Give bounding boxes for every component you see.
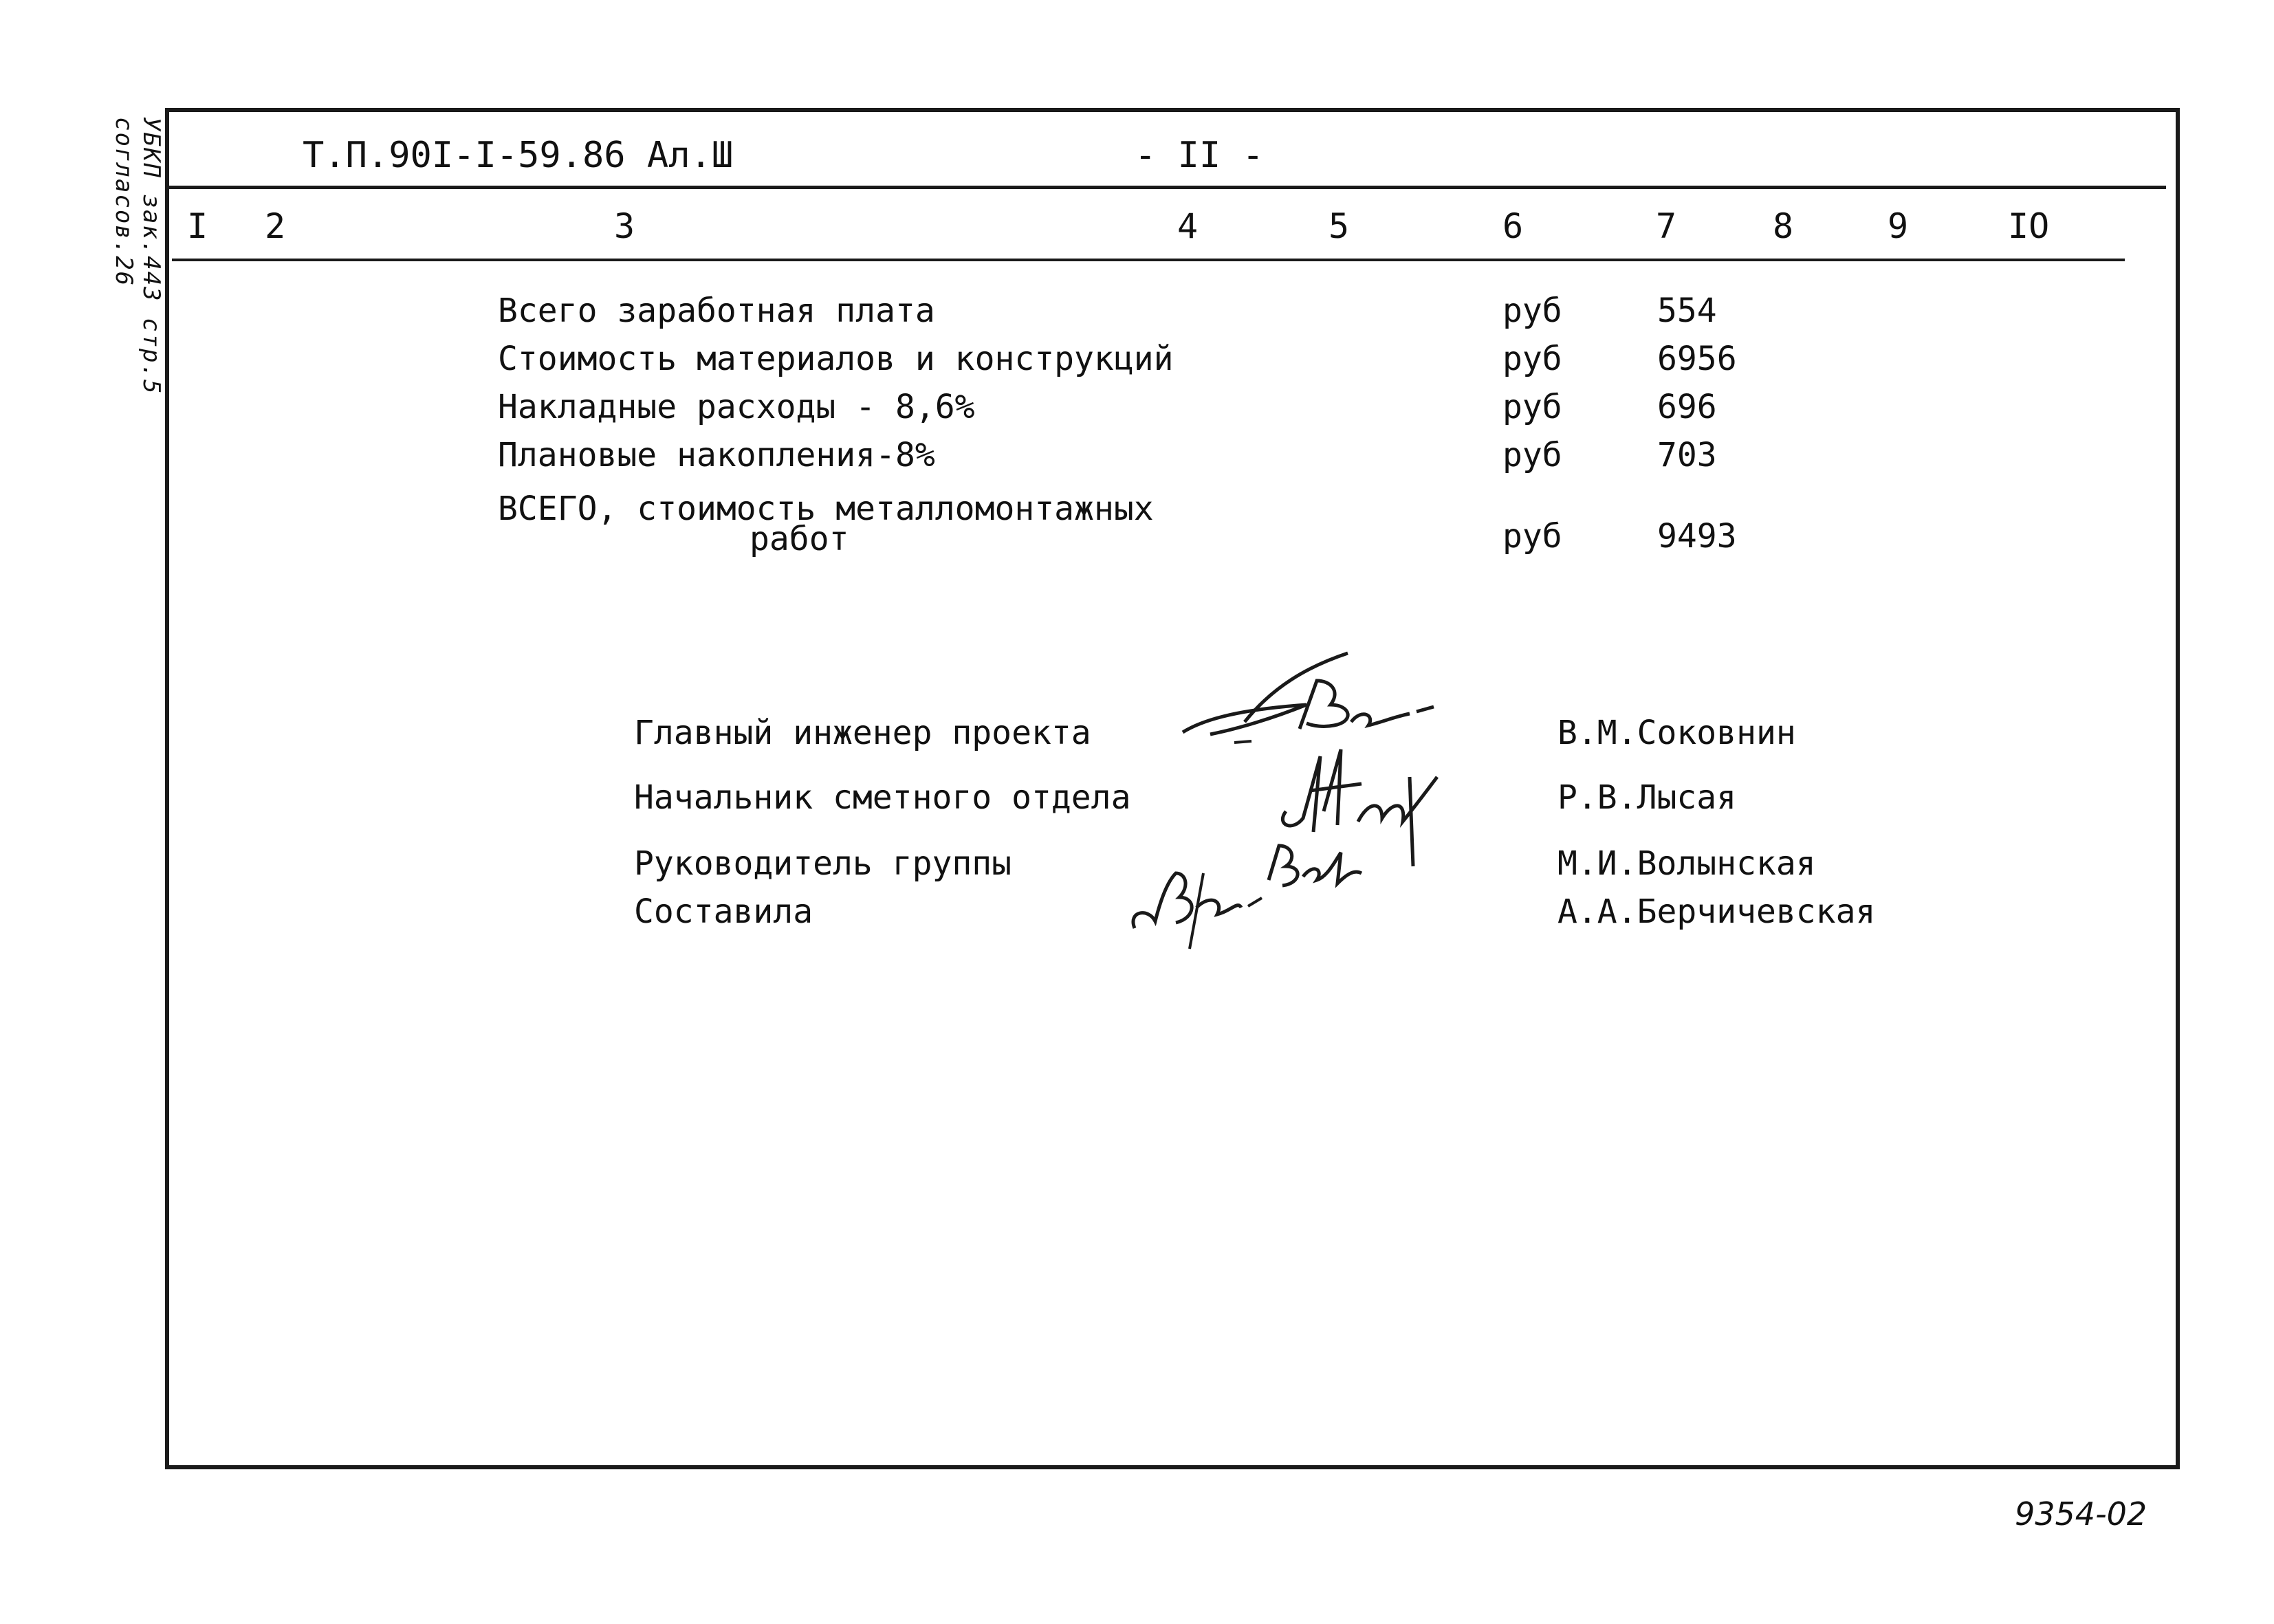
page-frame xyxy=(165,108,2180,1469)
page-number: - II - xyxy=(1135,135,1264,176)
column-header-3: 3 xyxy=(614,206,635,246)
row-name-continuation: работ xyxy=(750,520,849,558)
row-value: 703 xyxy=(1657,436,1717,474)
column-header-7: 7 xyxy=(1656,206,1677,246)
signatory-title: Начальник сметного отдела xyxy=(634,778,1131,817)
margin-note: УБКП зак.443 стр.5 согласов.26 xyxy=(110,117,165,395)
row-unit: руб xyxy=(1502,388,1562,426)
signatory-name: М.И.Волынская xyxy=(1557,844,1816,883)
signatory-name: Р.В.Лысая xyxy=(1557,778,1737,817)
header-divider xyxy=(165,186,2166,189)
column-header-1: I xyxy=(187,206,208,246)
row-value: 554 xyxy=(1657,292,1717,330)
signature-group-leader xyxy=(1121,832,1368,956)
signatory-title: Руководитель группы xyxy=(634,844,1012,883)
row-name: ВСЕГО, стоимость металломонтажных xyxy=(498,490,1154,528)
row-unit: руб xyxy=(1502,292,1562,330)
row-unit: руб xyxy=(1502,340,1562,378)
row-name: Накладные расходы - 8,6% xyxy=(498,388,975,426)
document-number: 9354-02 xyxy=(2015,1495,2147,1533)
column-header-9: 9 xyxy=(1888,206,1909,246)
document-code: Т.П.90І-І-59.86 Ал.Ш xyxy=(303,135,734,176)
column-header-4: 4 xyxy=(1177,206,1199,246)
column-header-10: IO xyxy=(2008,206,2050,246)
column-divider xyxy=(172,259,2125,261)
row-value: 696 xyxy=(1657,388,1717,426)
row-value: 9493 xyxy=(1657,517,1737,556)
column-header-2: 2 xyxy=(265,206,286,246)
signatory-name: А.А.Берчичевская xyxy=(1557,892,1876,931)
signatory-name: В.М.Соковнин xyxy=(1557,714,1796,752)
signatory-title: Главный инженер проекта xyxy=(634,714,1091,752)
row-value: 6956 xyxy=(1657,340,1737,378)
signatory-title: Составила xyxy=(634,892,813,931)
row-unit: руб xyxy=(1502,517,1562,556)
row-unit: руб xyxy=(1502,436,1562,474)
column-header-8: 8 xyxy=(1773,206,1794,246)
row-name: Всего заработная плата xyxy=(498,292,935,330)
column-header-6: 6 xyxy=(1502,206,1524,246)
row-name: Плановые накопления-8% xyxy=(498,436,935,474)
row-name: Стоимость материалов и конструкций xyxy=(498,340,1174,378)
column-header-5: 5 xyxy=(1329,206,1350,246)
